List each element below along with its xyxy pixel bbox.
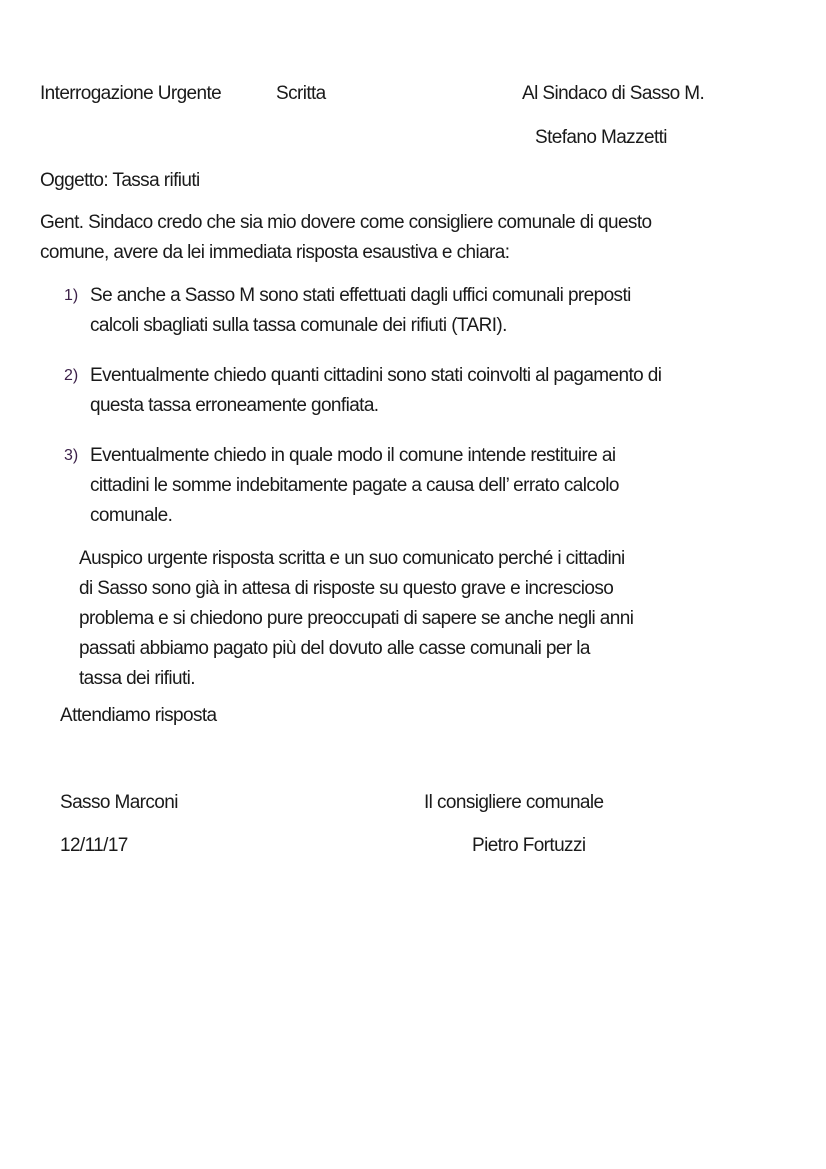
question-line: cittadini le somme indebitamente pagate a causa dell’ errato calcolo [90, 475, 619, 496]
paragraph-line: Auspico urgente risposta scritta e un suo comunicato perché i cittadini [79, 548, 625, 569]
paragraph-line: passati abbiamo pagato più del dovuto alle casse comunali per la [79, 638, 590, 659]
question-line: calcoli sbagliati sulla tassa comunale dei rifiuti (TARI). [90, 315, 507, 336]
title-part2: Scritta [276, 83, 326, 104]
question-text [90, 441, 750, 531]
list-number: 2) [64, 367, 79, 384]
question-text [90, 361, 770, 421]
recipient-line2: Stefano Mazzetti [535, 127, 667, 148]
intro-line2: comune, avere da lei immediata risposta esaustiva e chiara: [40, 242, 510, 263]
list-number: 3) [64, 447, 79, 464]
closing-paragraph [79, 544, 759, 694]
question-line: Eventualmente chiedo quanti cittadini sono stati coinvolti al pagamento di [90, 365, 662, 386]
question-line: Se anche a Sasso M sono stati effettuati dagli uffici comunali preposti [90, 285, 631, 306]
signer-role: Il consigliere comunale [424, 792, 604, 813]
list-number: 1) [64, 287, 79, 304]
signer-name: Pietro Fortuzzi [472, 835, 586, 856]
await-reply: Attendiamo risposta [60, 705, 217, 726]
paragraph-line: problema e si chiedono pure preoccupati di sapere se anche negli anni [79, 608, 634, 629]
recipient-line1: Al Sindaco di Sasso M. [522, 83, 705, 104]
intro-line1: Gent. Sindaco credo che sia mio dovere come consigliere comunale di questo [40, 212, 652, 233]
paragraph-line: tassa dei rifiuti. [79, 668, 195, 689]
question-line: comunale. [90, 505, 173, 526]
question-line: questa tassa erroneamente gonfiata. [90, 395, 379, 416]
question-line: Eventualmente chiedo in quale modo il comune intende restituire ai [90, 445, 616, 466]
paragraph-line: di Sasso sono già in attesa di risposte su questo grave e increscioso [79, 578, 614, 599]
date: 12/11/17 [60, 835, 128, 856]
subject-line: Oggetto: Tassa rifiuti [40, 170, 200, 191]
title-part1: Interrogazione Urgente [40, 83, 222, 104]
question-text [90, 281, 750, 341]
place: Sasso Marconi [60, 792, 178, 813]
